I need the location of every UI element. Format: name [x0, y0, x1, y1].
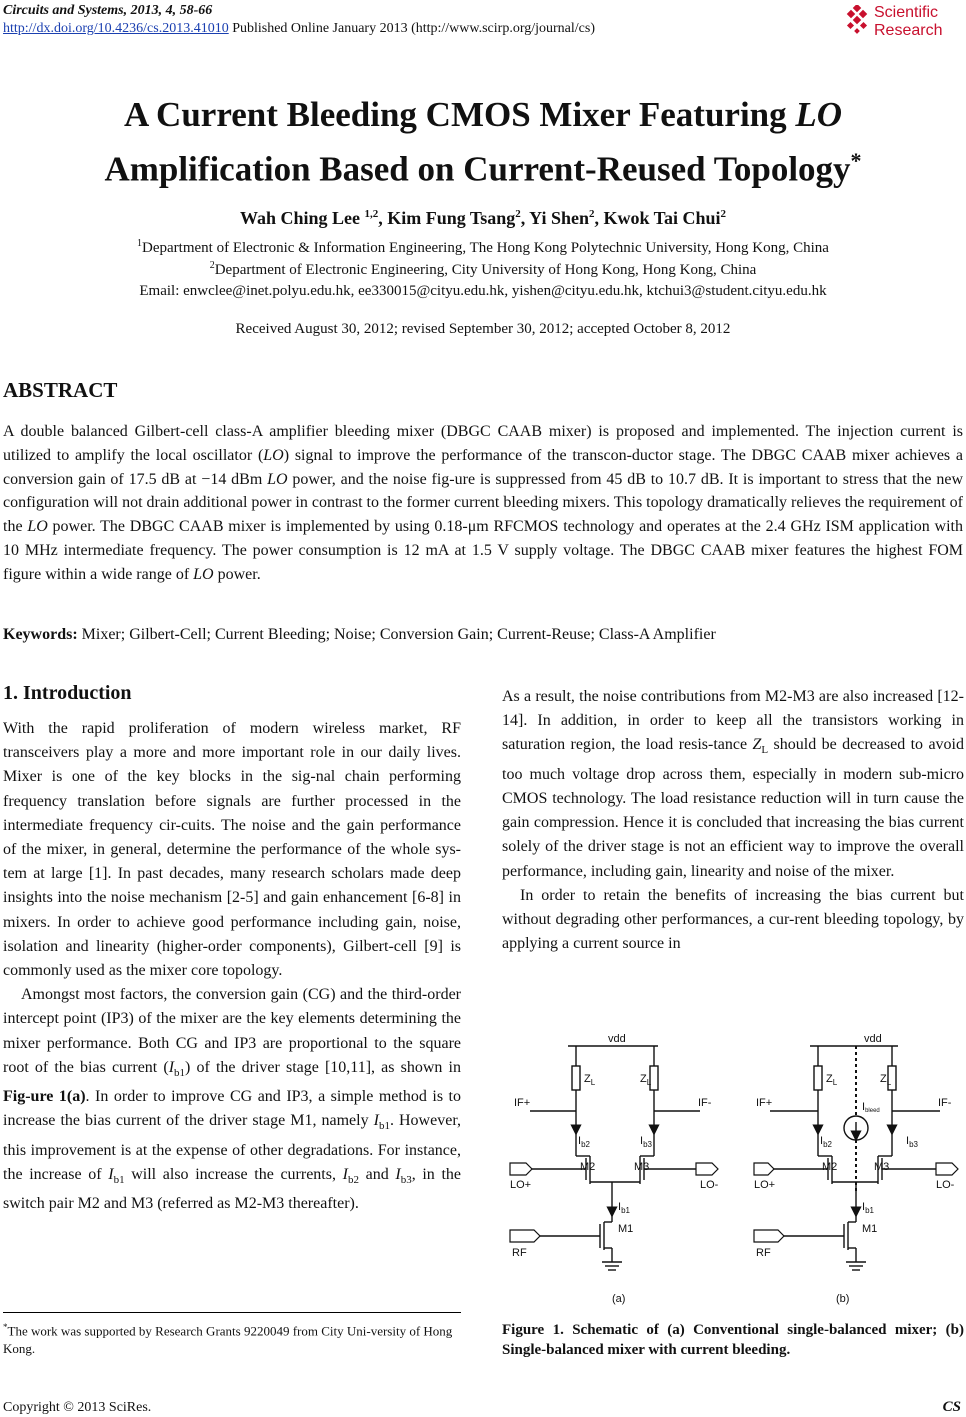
figure-reference-link[interactable]: Fig-ure 1(a)	[3, 1088, 86, 1106]
affil-1-num: 1	[137, 238, 143, 249]
symbol-sub: b3	[400, 1174, 412, 1187]
symbol-i: I	[168, 1058, 175, 1076]
title-line1: A Current Bleeding CMOS Mixer Featuring	[123, 95, 796, 134]
intro-paragraph-1: With the rapid proliferation of modern wireless market, RF transceivers play a more and more important role in our daily lives. Mixer is one of the key blocks in the sig-nal chain performing frequency translation before signals are further processed in the intermediate frequency cir-cuits. The noise and the gain performance of the mixer, in general, determine the performance of the whole sys-tem at large [1]. In past decades, many research scholars made deep insights into the noise mechanism [2-5] and gain enhancement [6-8] in mixers. In order to achieve good performance including gain, noise, isolation and linearity (higher-order components), Gilbert-cell [9] is commonly used as the mixer core topology.	[3, 720, 461, 980]
label-if-minus-a: IF-	[698, 1097, 712, 1109]
symbol-sub: b1	[113, 1174, 125, 1187]
abstract-body	[3, 420, 963, 587]
affil-2-num: 2	[209, 260, 215, 271]
intro-paragraph-2	[3, 983, 461, 1216]
author-2: , Kim Fung Tsang	[378, 208, 516, 228]
symbol-sub: b1	[378, 1120, 390, 1133]
text-run: , in the switch pair M2 and M3 (referred as M2-M3 thereafter).	[3, 1166, 461, 1213]
symbol-sub: L	[761, 744, 769, 757]
symbol-i: I	[373, 1112, 379, 1130]
publisher-logo	[844, 1, 964, 43]
affil-2-text: Department of Electronic Engineering, City University of Hong Kong, Hong Kong, China	[214, 262, 757, 278]
label-lo-plus-b: LO+	[754, 1179, 776, 1191]
label-rf-b: RF	[756, 1247, 771, 1259]
label-ibleed-b: Ibleed	[862, 1101, 880, 1114]
symbol-i: I	[108, 1166, 114, 1184]
affiliation-2	[0, 260, 966, 279]
footnote-divider	[3, 1312, 461, 1313]
section-heading-introduction: 1. Introduction	[3, 682, 132, 704]
doi-link[interactable]: http://dx.doi.org/10.4236/cs.2013.41010	[3, 21, 229, 36]
author-3-affil: 2	[588, 208, 595, 220]
author-3: , Yi Shen	[520, 208, 589, 228]
footnote-text: The work was supported by Research Grants 9220049 from City Uni-versity of Hong Kong.	[3, 1323, 453, 1357]
journal-abbrev: CS	[942, 1399, 961, 1415]
label-m1-b: M1	[862, 1223, 878, 1235]
email-line: Email: enwclee@inet.polyu.edu.hk, ee330015@cityu.edu.hk, yishen@cityu.edu.hk, ktchui3@student.cityu.edu.hk	[139, 283, 827, 299]
label-ib3-a: $I_{b3}$	[640, 1135, 652, 1149]
label-lo-plus-a: LO+	[510, 1179, 532, 1191]
symbol-i: I	[395, 1166, 401, 1184]
label-ib2-b: $I_{b2}$	[820, 1135, 832, 1149]
author-2-affil: 2	[515, 208, 521, 220]
text-run: Amongst most factors, the conversion gain (CG) and the third-order intercept point (IP3) of the mixer are the key elements determining the mixer performance. Both CG and IP3 are proportional to the square root of the bias current (	[3, 986, 461, 1076]
funding-footnote	[3, 1318, 461, 1358]
keywords	[3, 626, 963, 644]
subfigure-label-a: (a)	[612, 1293, 626, 1305]
abstract-heading: ABSTRACT	[3, 378, 118, 402]
doi-line	[3, 21, 595, 37]
paper-title	[0, 92, 966, 193]
footnote-mark: *	[3, 1322, 8, 1332]
author-1: Wah Ching Lee	[239, 208, 365, 228]
title-line2: Amplification Based on Current-Reused Topology	[104, 149, 851, 189]
author-4-affil: 2	[720, 208, 727, 220]
affiliation-1	[0, 238, 966, 257]
abstract-italic: LO	[267, 470, 288, 488]
text-run: . In order to improve CG and IP3, a simple method is to increase the bias current of the driver stage M1, namely	[3, 1088, 461, 1130]
label-lo-minus-b: LO-	[936, 1179, 955, 1191]
text-run: will also increase the currents,	[124, 1166, 343, 1184]
abstract-part: power.	[213, 565, 261, 583]
author-4: , Kwok Tai Chui	[594, 208, 721, 228]
abstract-italic: LO	[263, 446, 284, 464]
text-run: ) of the driver stage [10,11], as shown in	[185, 1058, 461, 1076]
subfigure-label-b: (b)	[836, 1293, 850, 1305]
abstract-part: ) signal to improve the performance of the transcon-ductor stage. The DBGC CAAB mixer achieves a conversion gain of 17.5 dB at −14 dBm	[3, 446, 964, 488]
author-list	[0, 208, 966, 229]
label-if-plus-b: IF+	[756, 1097, 773, 1109]
journal-volume: , 2013, 4, 58-66	[123, 3, 213, 18]
label-if-plus-a: IF+	[514, 1097, 531, 1109]
label-ib1-a: $I_{b1}$	[618, 1201, 630, 1215]
left-column	[3, 717, 461, 1217]
label-zl-b1: $Z_L$	[826, 1073, 838, 1087]
label-vdd-b: vdd	[864, 1033, 882, 1045]
text-run: and	[358, 1166, 396, 1184]
label-m3-b: M3	[874, 1161, 890, 1173]
logo-mark-icon	[844, 5, 872, 35]
intro-paragraph-4: In order to retain the benefits of increasing the bias current but without degrading other performances, a cur-rent bleeding topology, by applying a current source in	[502, 886, 964, 953]
symbol-sub: b2	[347, 1174, 359, 1187]
logo-word-1: Scientific	[874, 4, 939, 21]
text-run: should be decreased to avoid too much voltage drop across them, especially in modern sub-micro CMOS technology. The load resistance reduction will in turn cause the gain compression. Hence it is concluded that increasing the bias current solely of the driver stage is not an efficient way to improve the overall performance, including gain, linearity and noise of the mixer.	[502, 736, 964, 880]
schematic-drawing	[500, 1024, 966, 1314]
label-if-minus-b: IF-	[938, 1097, 952, 1109]
logo-word-2: Research	[874, 22, 943, 39]
copyright-notice: Copyright © 2013 SciRes.	[3, 1400, 152, 1415]
label-zl-a2: $Z_L$	[640, 1073, 652, 1087]
label-vdd-a: vdd	[608, 1033, 626, 1045]
symbol-z: Z	[752, 736, 762, 754]
label-ib3-b: $I_{b3}$	[906, 1135, 918, 1149]
label-ib1-b: $I_{b1}$	[862, 1201, 874, 1215]
label-m2-b: M2	[822, 1161, 838, 1173]
abstract-part: power, and the noise fig-ure is suppressed from 45 dB to 10.7 dB. It is important to stress that the new configuration will not drain additional power in contrast to the former current bleeding mixers. This topology dramatically relieves the requirement of the	[3, 470, 964, 536]
keywords-text: Mixer; Gilbert-Cell; Current Bleeding; Noise; Conversion Gain; Current-Reuse; Class-A Amplifier	[77, 626, 716, 643]
journal-title: Circuits and Systems	[3, 3, 124, 18]
journal-name	[3, 3, 212, 19]
abstract-part: power. The DBGC CAAB mixer is implemented by using 0.18-μm RFCMOS technology and operates at the 2.4 GHz ISM application with 10 MHz intermediate frequency. The power consumption is 12 mA at 1.5 V supply voltage. The DBGC CAAB mixer features the highest FOM figure within a wide range of	[3, 518, 963, 583]
text-run: As a result, the noise contributions from M2-M3 are also increased [12-14]. In addition, in order to keep all the transistors working in saturation region, the load resis-tance	[502, 688, 964, 754]
label-rf-a: RF	[512, 1247, 527, 1259]
label-m1-a: M1	[618, 1223, 634, 1235]
label-lo-minus-a: LO-	[700, 1179, 719, 1191]
symbol-sub: b1	[174, 1067, 186, 1080]
label-zl-a1: $Z_L$	[584, 1073, 596, 1087]
title-footnote-mark: *	[850, 148, 862, 173]
received-dates: Received August 30, 2012; revised September 30, 2012; accepted October 8, 2012	[235, 321, 731, 337]
abstract-italic: LO	[27, 518, 48, 536]
figure-1-schematic	[500, 1024, 966, 1314]
intro-paragraph-3	[502, 685, 964, 884]
keywords-label: Keywords:	[3, 626, 78, 643]
right-column	[502, 685, 964, 956]
figure-1-caption: Figure 1. Schematic of (a) Conventional single-balanced mixer; (b) Single-balanced mixer with current bleeding.	[502, 1322, 964, 1358]
author-1-affil: 1,2	[364, 208, 379, 220]
published-note: Published Online January 2013 (http://www.scirp.org/journal/cs)	[228, 21, 595, 36]
symbol-i: I	[342, 1166, 348, 1184]
label-m3-a: M3	[634, 1161, 650, 1173]
label-ib2-a: $I_{b2}$	[578, 1135, 590, 1149]
label-m2-a: M2	[580, 1161, 596, 1173]
label-zl-b2: $Z_L$	[880, 1073, 892, 1087]
abstract-part: A double balanced Gilbert-cell class-A amplifier bleeding mixer (DBGC CAAB mixer) is proposed and implemented. The injection current is utilized to amplify the local oscillator (	[3, 423, 963, 464]
text-run: . However, this improvement is at the expense of other degradations. For instance, the increase of	[3, 1112, 462, 1184]
abstract-italic: LO	[193, 565, 214, 583]
affil-1-text: Department of Electronic & Information Engineering, The Hong Kong Polytechnic University, Hong Kong, China	[142, 240, 829, 256]
title-lo: LO	[795, 95, 843, 134]
